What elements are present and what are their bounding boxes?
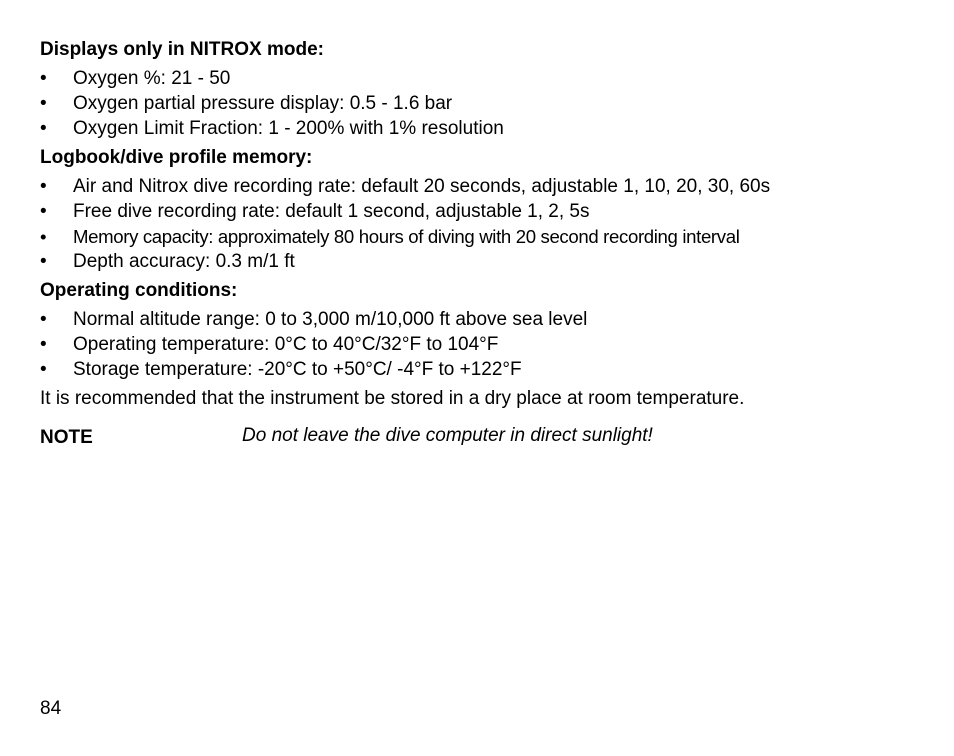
note-label: NOTE: [40, 427, 93, 448]
list-item: • Operating temperature: 0°C to 40°C/32°F to 104°F: [40, 334, 499, 355]
section-operating-conditions: [40, 278, 876, 382]
list-item: • Normal altitude range: 0 to 3,000 m/10,000 ft above sea level: [40, 309, 588, 330]
bullet-list: [40, 307, 876, 382]
bullet-marker: •: [40, 359, 47, 380]
bullet-marker: •: [40, 118, 47, 139]
bullet-marker: •: [40, 309, 47, 330]
bullet-marker: •: [40, 226, 47, 247]
section-logbook: [40, 145, 876, 274]
list-item: • Storage temperature: -20°C to +50°C/ -4°F to +122°F: [40, 359, 522, 380]
section-heading: Operating conditions:: [40, 280, 238, 301]
list-item: • Depth accuracy: 0.3 m/1 ft: [40, 251, 295, 272]
page-number: 84: [40, 698, 62, 719]
bullet-list: [40, 174, 876, 274]
bullet-marker: •: [40, 93, 47, 114]
list-item: • Free dive recording rate: default 1 second, adjustable 1, 2, 5s: [40, 201, 590, 222]
document-page: [40, 37, 876, 451]
bullet-marker: •: [40, 176, 47, 197]
bullet-marker: •: [40, 334, 47, 355]
bullet-marker: •: [40, 68, 47, 89]
list-item: • Memory capacity: approximately 80 hours of diving with 20 second recording interval: [40, 226, 740, 247]
section-heading: Logbook/dive profile memory:: [40, 147, 313, 168]
storage-paragraph: It is recommended that the instrument be stored in a dry place at room temperature.: [40, 388, 745, 409]
bullet-marker: •: [40, 251, 47, 272]
section-heading: Displays only in NITROX mode:: [40, 39, 324, 60]
bullet-marker: •: [40, 201, 47, 222]
note-block: [40, 425, 876, 451]
list-item: • Air and Nitrox dive recording rate: default 20 seconds, adjustable 1, 10, 20, 30, 60s: [40, 176, 771, 197]
note-text: Do not leave the dive computer in direct sunlight!: [242, 425, 653, 446]
bullet-list: [40, 66, 876, 141]
list-item: • Oxygen partial pressure display: 0.5 - 1.6 bar: [40, 93, 453, 114]
list-item: • Oxygen Limit Fraction: 1 - 200% with 1% resolution: [40, 118, 504, 139]
section-nitrox: [40, 37, 876, 141]
list-item: • Oxygen %: 21 - 50: [40, 68, 231, 89]
